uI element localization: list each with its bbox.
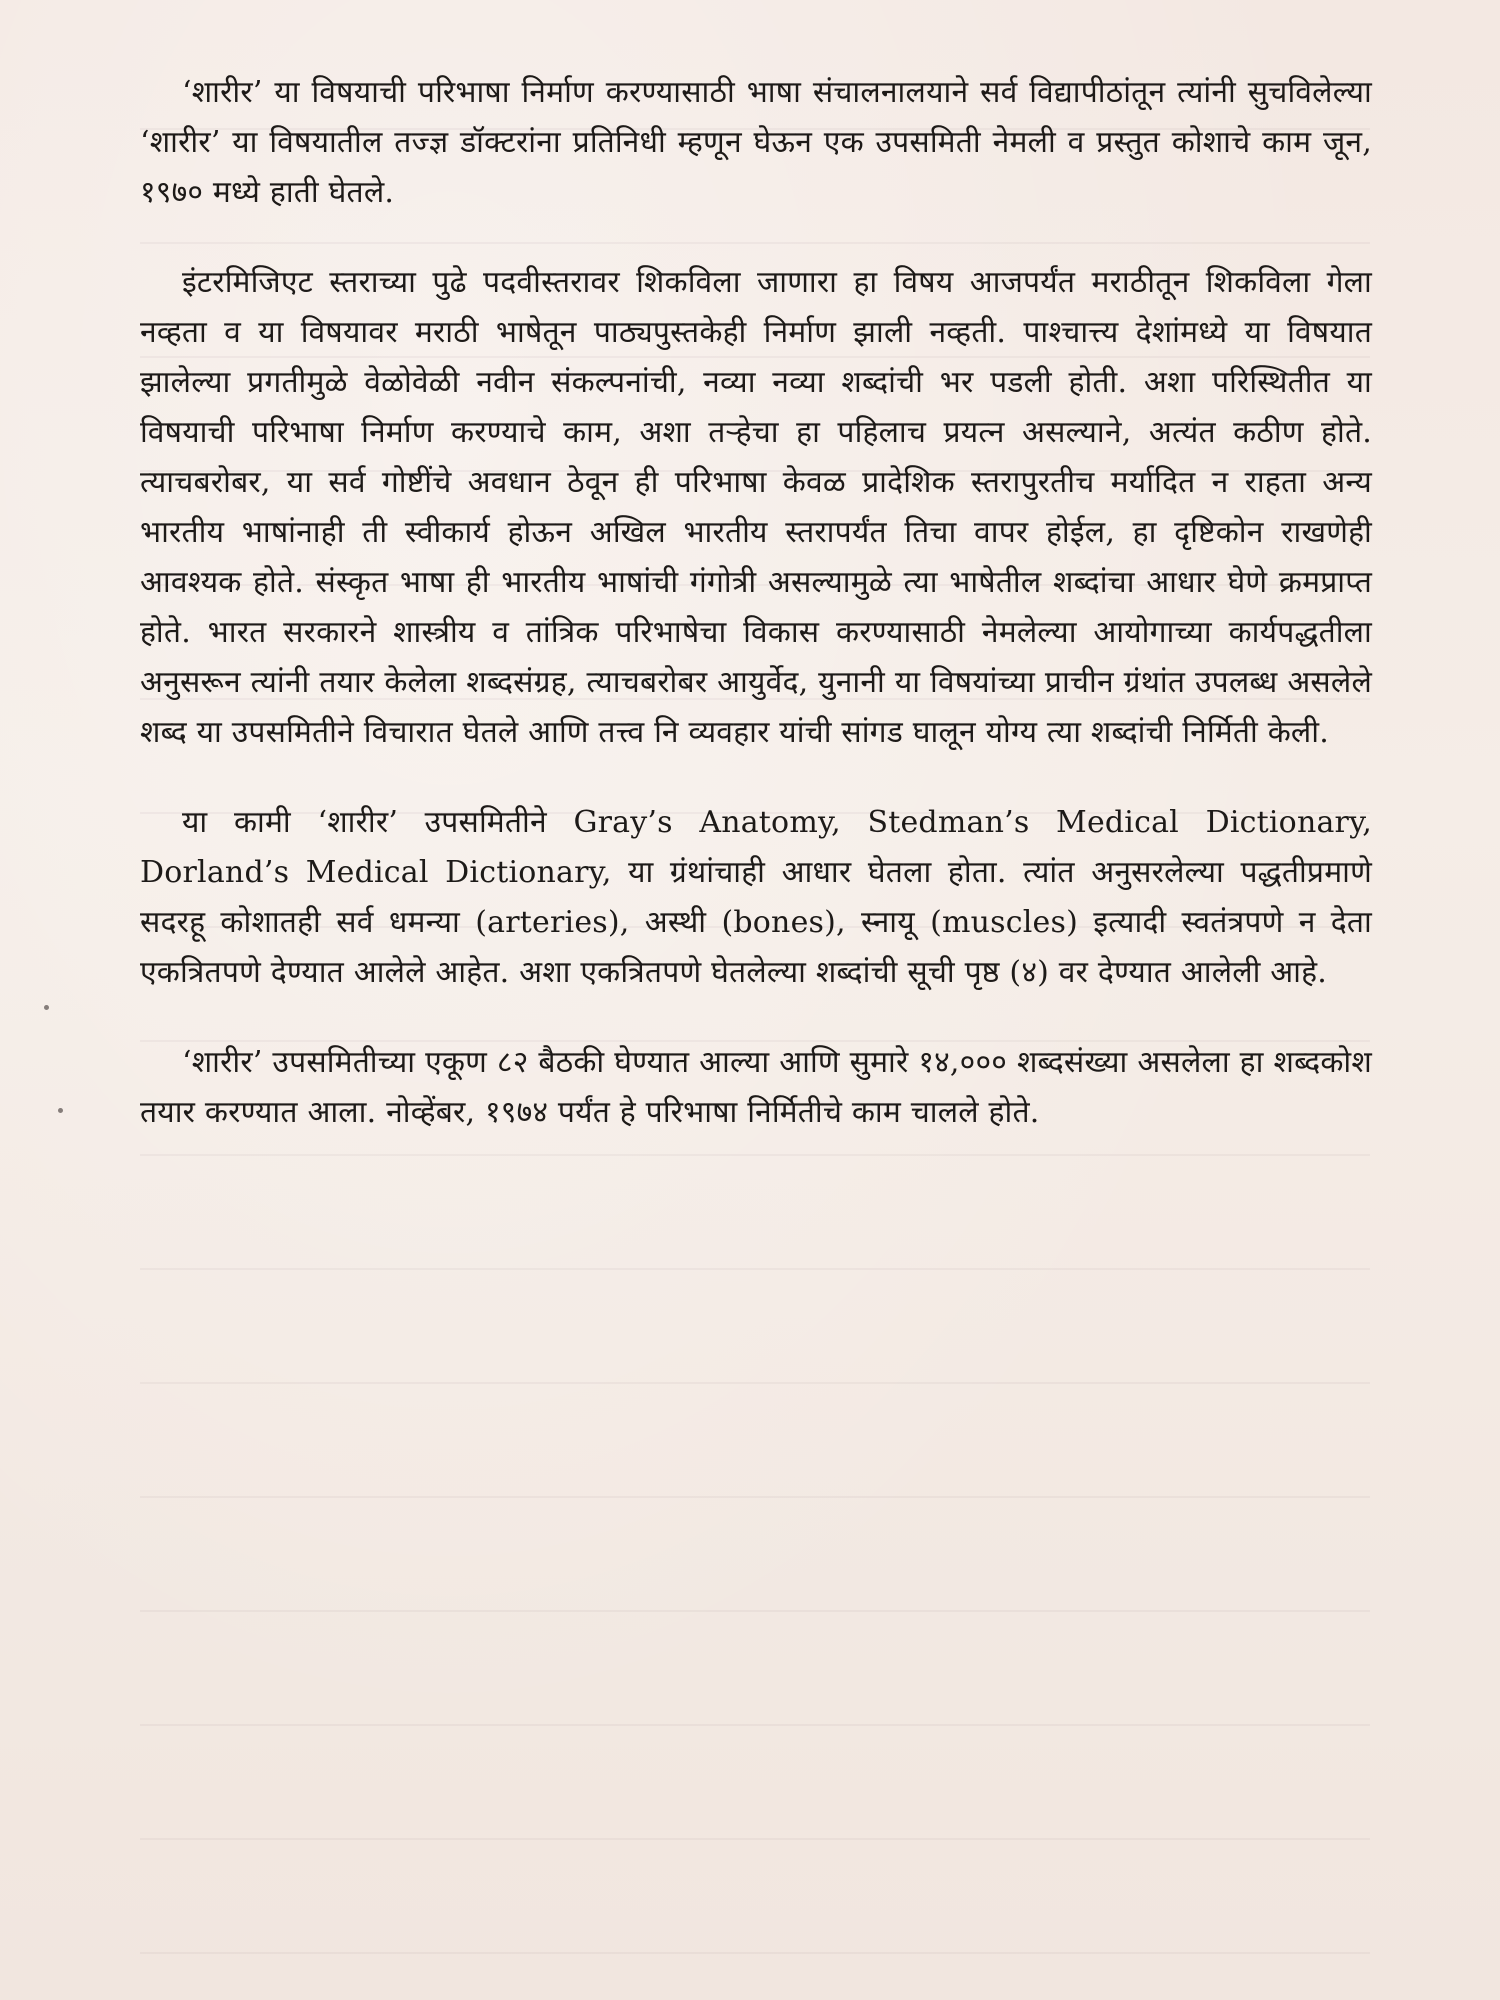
bleed-line [140, 1496, 1370, 1498]
bleed-line [140, 1724, 1370, 1726]
bleed-line [140, 1268, 1370, 1270]
bleed-line [140, 1610, 1370, 1612]
body-text [140, 68, 1372, 1178]
bleed-line [140, 1382, 1370, 1384]
scan-speck [58, 1108, 63, 1113]
bleed-line [140, 1838, 1370, 1840]
scan-speck [44, 1005, 49, 1010]
bleed-line [140, 1952, 1370, 1954]
paragraph-4: ‘शारीर’ उपसमितीच्या एकूण ८२ बैठकी घेण्यात आल्या आणि सुमारे १४,००० शब्दसंख्या असलेला हा शब्दकोश तयार करण्यात आला. नोव्हेंबर, १९७४ पर्यंत हे परिभाषा निर्मितीचे काम चालले होते. [140, 1045, 1372, 1130]
paragraph-3: या कामी ‘शारीर’ उपसमितीने Gray’s Anatomy, Stedman’s Medical Dictionary, Dorland’s Medical Dictionary, या ग्रंथांचाही आधार घेतला होता. त्यांत अनुसरलेल्या पद्धतीप्रमाणे सदरहू कोशातही सर्व धमन्या (arteries), अस्थी (bones), स्नायू (muscles) इत्यादी स्वतंत्रपणे न देता एकत्रितपणे देण्यात आलेले आहेत. अशा एकत्रितपणे घेतलेल्या शब्दांची सूची पृष्ठ (४) वर देण्यात आलेली आहे. [140, 805, 1372, 990]
paragraph-2: इंटरमिजिएट स्तराच्या पुढे पदवीस्तरावर शिकविला जाणारा हा विषय आजपर्यंत मराठीतून शिकविला गेला नव्हता व या विषयावर मराठी भाषेतून पाठ्यपुस्तकेही निर्माण झाली नव्हती. पाश्चात्त्य देशांमध्ये या विषयात झालेल्या प्रगतीमुळे वेळोवेळी नवीन संकल्पनांची, नव्या नव्या शब्दांची भर पडली होती. अशा परिस्थितीत या विषयाची परिभाषा निर्माण करण्याचे काम, अशा तऱ्हेचा हा पहिलाच प्रयत्न असल्याने, अत्यंत कठीण होते. त्याचबरोबर, या सर्व गोष्टींचे अवधान ठेवून ही परिभाषा केवळ प्रादेशिक स्तरापुरतीच मर्यादित न राहता अन्य भारतीय भाषांनाही ती स्वीकार्य होऊन अखिल भारतीय स्तरापर्यंत तिचा वापर होईल, हा दृष्टिकोन राखणेही आवश्यक होते. संस्कृत भाषा ही भारतीय भाषांची गंगोत्री असल्यामुळे त्या भाषेतील शब्दांचा आधार घेणे क्रमप्राप्त होते. भारत सरकारने शास्त्रीय व तांत्रिक परिभाषेचा विकास करण्यासाठी नेमलेल्या आयोगाच्या कार्यपद्धतीला अनुसरून त्यांनी तयार केलेला शब्दसंग्रह, त्याचबरोबर आयुर्वेद, युनानी या विषयांच्या प्राचीन ग्रंथांत उपलब्ध असलेले शब्द या उपसमितीने विचारात घेतले आणि तत्त्व नि व्यवहार यांची सांगड घालून योग्य त्या शब्दांची निर्मिती केली. [140, 265, 1372, 750]
paragraph-1: ‘शारीर’ या विषयाची परिभाषा निर्माण करण्यासाठी भाषा संचालनालयाने सर्व विद्यापीठांतून त्यांनी सुचविलेल्या ‘शारीर’ या विषयातील तज्ज्ञ डॉक्टरांना प्रतिनिधी म्हणून घेऊन एक उपसमिती नेमली व प्रस्तुत कोशाचे काम जून, १९७० मध्ये हाती घेतले. [140, 75, 1372, 210]
